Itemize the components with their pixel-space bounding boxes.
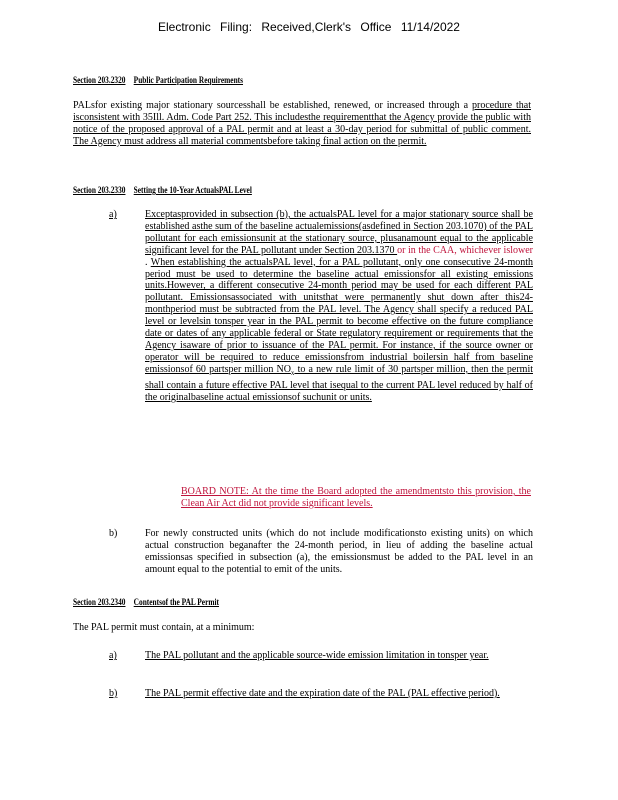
section-2340-intro: The PAL permit must contain, at a minimum: [73,622,255,633]
item-b-label: b) [109,688,118,699]
subsection-b-text: For newly constructed units (which do not include modificationsto existing units) on which actual construction beganafter the 24-month period, in lieu of adding the baseline actual emissionsas specified in subsection (a), the emissionsmust be added to the PAL level in an amount equal to the potential to emit of the units. [145,528,533,575]
section-heading-2330 [73,185,260,195]
section-number: Section 203.2320 [73,75,126,85]
section-number: Section 203.2340 [73,597,126,607]
board-note: BOARD NOTE: At the time the Board adopted the amendmentsto this provision, the Clean Air Act did not provide significant levels. [181,486,531,509]
item-b-text: The PAL permit effective date and the expiration date of the PAL (PAL effective period). [145,688,500,699]
text-segment: to a new rule limit of 30 partsper million, then the permit shall contain a future effective PAL level that isequal to the current PAL level reduced by half of the originalbaseline actual emissionsof suchunit or units. [145,363,533,403]
subsection-b-label: b) [109,528,118,539]
item-a-label: a) [109,650,117,661]
text-segment: When establishing the actualsPAL level, for a PAL pollutant, only one consecutive 24-month period must be used to determine the baseline actual emissionsfor all existing emissions units.However, a different consecutive 24-month period may be used for each different PAL pollutant. Emissionsassociated with unitsthat were permanently shut down after this24-monthperiod must be subtracted from the PAL level. The Agency shall specify a reduced PAL level or levelsin tonsper year in the PAL permit to become effective on the future compliance date or dates of any applicable federal or State regulatory requirement or requirements that the Agency isaware of prior to issuance of the PAL permit. For instance, if the source owner or operator will be required to reduce emissionsfrom industrial boilersin half from baseline emissionsof 60 partsper million NO [145,256,533,375]
text-segment: . [145,256,151,268]
subscript: x [290,368,295,377]
section-heading-2320 [73,75,251,85]
body-amended-text: procedure that isconsistent with 35Ill. Adm. Code Part 252. This includesthe requirementthat the Agency provide the public with notice of the proposed approval of a PAL permit and at least a 30-day period for submittal of public comment. The Agency must address all material commentsbefore taking final action on the permit. [73,100,531,147]
body-plain-text: PALsfor existing major stationary sourcesshall be established, renewed, or increased through a [73,100,473,111]
section-title: Public Participation Requirements [133,75,244,85]
subsection-a-label: a) [109,209,117,220]
text-segment: Exceptasprovided in subsection (b), the actualsPAL level for a major stationary source shall be established asthe sum of the baseline actualemissions(asdefined in Section 203.1070) of the PAL pollutant for each emissionsunit at the stationary source, plusanamount equal to the applicable significant level for the PAL pollutant under Section 203.1370 [145,209,533,256]
section-title: Setting the 10-Year ActualsPAL Level [133,185,252,195]
filing-stamp-header: Electronic Filing: Received,Clerk's Office 11/14/2022 [158,20,460,34]
section-heading-2340 [73,597,227,607]
subsection-a-text [145,209,533,404]
section-title: Contentsof the PAL Permit [133,597,220,607]
section-number: Section 203.2330 [73,185,126,195]
item-a-text: The PAL pollutant and the applicable source-wide emission limitation in tonsper year. [145,650,489,661]
section-2320-body [73,100,531,148]
deleted-text-segment: or in the CAA, whichever islower [397,244,533,256]
